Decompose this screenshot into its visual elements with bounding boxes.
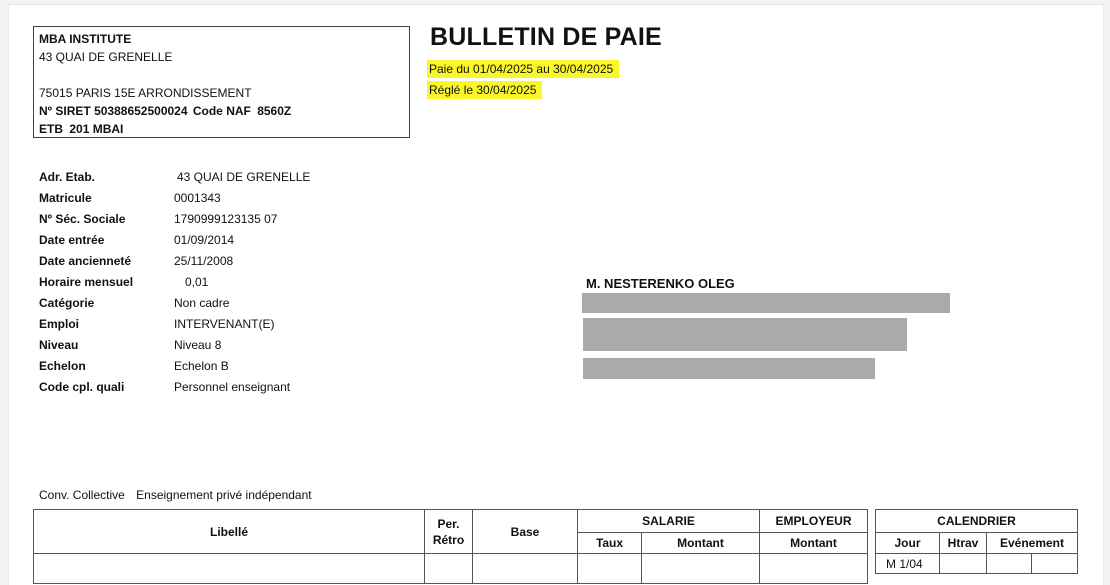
info-label: Catégorie (39, 296, 95, 310)
per-retro-line1: Per. (437, 516, 460, 531)
pay-period: Paie du 01/04/2025 au 30/04/2025 (427, 60, 619, 78)
col-salarie: SALARIE (578, 510, 760, 533)
info-label: Niveau (39, 338, 79, 352)
calendar-title: CALENDRIER (876, 510, 1078, 533)
redacted-address-line (583, 318, 907, 351)
info-label: Emploi (39, 317, 80, 331)
company-address-line1: 43 QUAI DE GRENELLE (39, 50, 173, 64)
info-label: Horaire mensuel (39, 275, 134, 289)
company-address-line2: 75015 PARIS 15E ARRONDISSEMENT (39, 86, 252, 100)
info-value: 25/11/2008 (174, 254, 234, 268)
per-retro-line2: Rétro (432, 532, 465, 547)
table-cell (473, 554, 578, 584)
info-value: Non cadre (174, 296, 230, 310)
info-value: Personnel enseignant (174, 380, 291, 394)
col-taux: Taux (578, 533, 642, 554)
info-value: Niveau 8 (174, 338, 222, 352)
naf-value: 8560Z (257, 104, 292, 118)
info-value: 1790999123135 07 (174, 212, 278, 226)
page-title: BULLETIN DE PAIE (430, 23, 662, 51)
naf-label: Code NAF (192, 104, 251, 118)
company-name: MBA INSTITUTE (39, 32, 132, 46)
col-montant-employeur: Montant (760, 533, 868, 554)
employee-name: M. NESTERENKO OLEG (586, 276, 735, 291)
pay-table (33, 509, 868, 584)
table-cell (1032, 554, 1078, 574)
redacted-address-line (582, 293, 950, 313)
info-label: Adr. Etab. (39, 170, 96, 184)
info-label: Matricule (39, 191, 92, 205)
company-box (33, 26, 410, 138)
info-label: Nº Séc. Sociale (39, 212, 126, 226)
info-value: 0001343 (174, 191, 221, 205)
col-employeur: EMPLOYEUR (760, 510, 868, 533)
info-label: Code cpl. quali (39, 380, 125, 394)
company-address-spacer (39, 66, 409, 84)
company-siret-line (39, 102, 409, 120)
col-jour: Jour (876, 533, 940, 554)
info-label: Date ancienneté (39, 254, 132, 268)
info-value: Echelon B (174, 359, 229, 373)
info-value: 01/09/2014 (174, 233, 235, 247)
table-cell (642, 554, 760, 584)
company-etb-line (39, 120, 409, 138)
settlement-date: Réglé le 30/04/2025 (427, 81, 542, 99)
table-cell (940, 554, 987, 574)
col-base: Base (473, 510, 578, 554)
table-cell (760, 554, 868, 584)
siret-value: 50388652500024 (94, 104, 188, 118)
info-value: 43 QUAI DE GRENELLE (177, 170, 311, 184)
calendar-day: M 1/04 (876, 554, 940, 574)
info-value: 0,01 (185, 275, 209, 289)
col-montant-salarie: Montant (642, 533, 760, 554)
etb-value: 201 MBAI (69, 122, 124, 136)
collective-convention (39, 488, 320, 502)
col-per-retro (425, 510, 473, 554)
info-label: Echelon (39, 359, 86, 373)
payslip-page (8, 4, 1104, 585)
siret-label: Nº SIRET (39, 104, 91, 118)
col-evenement: Evénement (987, 533, 1078, 554)
info-label: Date entrée (39, 233, 105, 247)
etb-label: ETB (39, 122, 63, 136)
table-cell (425, 554, 473, 584)
col-htrav: Htrav (940, 533, 987, 554)
table-cell (34, 554, 425, 584)
redacted-address-line (583, 358, 875, 379)
convention-value: Enseignement privé indépendant (136, 488, 312, 502)
convention-label: Conv. Collective (39, 488, 125, 502)
table-cell (987, 554, 1032, 574)
info-value: INTERVENANT(E) (174, 317, 275, 331)
calendar-table (875, 509, 1078, 574)
col-libelle: Libellé (34, 510, 425, 554)
table-cell (578, 554, 642, 584)
